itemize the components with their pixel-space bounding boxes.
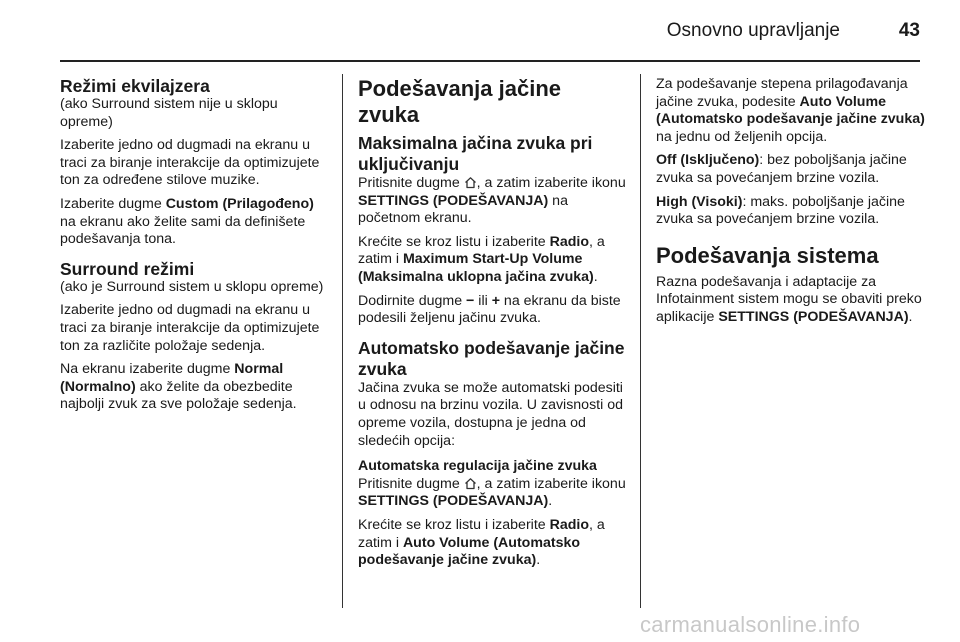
- equalizer-custom-paragraph: Izaberite dugme Custom (Prilagođeno) na ekranu ako želite sami da definišete podešavanja tona.: [60, 195, 314, 248]
- column-separator: [342, 74, 343, 608]
- column-left: [60, 76, 332, 420]
- auto-regulation-step-1: Pritisnite dugme , a zatim izaberite ikonu SETTINGS (PODEŠAVANJA).: [358, 475, 626, 510]
- column-right: [656, 76, 928, 333]
- column-separator: [640, 74, 641, 608]
- home-icon: [464, 477, 477, 490]
- page-header: [60, 0, 920, 62]
- heading-equalizer-modes: Režimi ekvilajzera: [60, 76, 210, 96]
- auto-volume-paragraph: Jačina zvuka se može automatski podesiti u odnosu na brzinu vozila. U zavisnosti od opreme vozila, dostupna je jedna od sledećih opcija:: [358, 379, 623, 449]
- home-icon: [464, 176, 477, 189]
- heading-max-startup-volume: Maksimalna jačina zvuka pri uključivanju: [358, 133, 593, 174]
- custom-button-label: Custom (Prilagođeno): [165, 195, 314, 212]
- heading-auto-volume: Automatsko podešavanje jačine zvuka: [358, 337, 625, 379]
- header-title: Osnovno upravljanje: [666, 20, 840, 41]
- heading-system-settings: Podešavanja sistema: [656, 242, 879, 268]
- column-middle: [358, 76, 628, 576]
- minus-icon: −: [466, 292, 475, 309]
- equalizer-paragraph: Izaberite jedno od dugmadi na ekranu u traci za biranje interakcije da optimizujete ton za određene stilove muzike.: [60, 137, 320, 189]
- plus-icon: +: [491, 292, 500, 309]
- auto-volume-level-paragraph: Za podešavanje stepena prilagođavanja jačine zvuka, podesite Auto Volume (Automatsko podešavanje jačine zvuka) na jednu od željenih opcija.: [656, 76, 925, 145]
- heading-volume-settings: Podešavanja jačine zvuka: [358, 76, 561, 127]
- system-settings-paragraph: Razna podešavanja i adaptacije za Infotainment sistem mogu se obaviti preko aplikacije SETTINGS (PODEŠAVANJA).: [656, 273, 922, 325]
- option-off: Off (Isključeno): bez poboljšanja jačine zvuka sa povećanjem brzine vozila.: [656, 152, 907, 186]
- normal-button-label: Normal (Normalno): [60, 361, 284, 395]
- surround-normal-paragraph: Na ekranu izaberite dugme Normal (Normalno) ako želite da obezbedite najbolji zvuk za sve položaje sedenja.: [60, 361, 297, 413]
- option-high: High (Visoki): maks. poboljšanje jačine zvuka sa povećanjem brzine vozila.: [656, 193, 905, 228]
- heading-surround-modes: Surround režimi: [60, 258, 195, 279]
- page-number: 43: [898, 20, 920, 41]
- max-volume-step-1: Pritisnite dugme , a zatim izaberite ikonu SETTINGS (PODEŠAVANJA) na početnom ekranu.: [358, 175, 626, 227]
- heading-auto-regulation: Automatska regulacija jačine zvuka: [358, 458, 597, 475]
- surround-note: (ako je Surround sistem u sklopu opreme): [60, 278, 324, 295]
- surround-paragraph: Izaberite jedno od dugmadi na ekranu u traci za biranje interakcije da optimizujete ton za različite položaje sedenja.: [60, 302, 320, 354]
- max-volume-step-3: Dodirnite dugme − ili + na ekranu da biste podesili željenu jačinu zvuka.: [358, 292, 621, 327]
- equalizer-note: (ako Surround sistem nije u sklopu opreme): [60, 96, 278, 130]
- max-volume-step-2: Krećite se kroz listu i izaberite Radio, a zatim i Maximum Start-Up Volume (Maksimalna uklopna jačina zvuka).: [358, 233, 605, 285]
- auto-regulation-step-2: Krećite se kroz listu i izaberite Radio, a zatim i Auto Volume (Automatsko podešavanje jačine zvuka).: [358, 516, 605, 569]
- watermark: carmanualsonline.info: [640, 612, 861, 637]
